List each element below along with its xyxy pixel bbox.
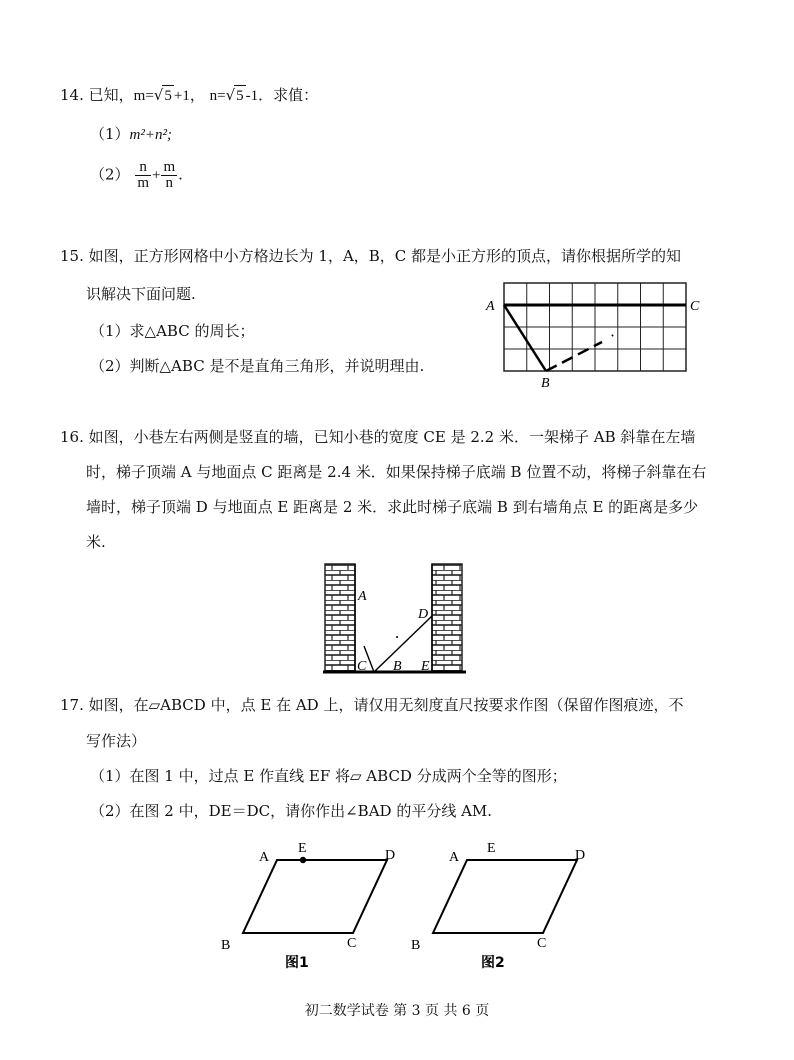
q14-part2-end: .	[178, 165, 183, 184]
q17-part2: （2）在图 2 中，DE＝DC，请你作出∠BAD 的平分线 AM.	[90, 802, 493, 820]
q16-label-b: B	[393, 659, 402, 674]
q17-fig1-caption: 图1	[285, 955, 309, 971]
q14-n-tail: -1．求值：	[245, 88, 319, 104]
q15-side-bc-mark	[612, 335, 613, 336]
q16-label-d: D	[418, 607, 429, 622]
q15-number: 15.	[60, 247, 84, 265]
q17-fig2-label-a: A	[449, 850, 460, 865]
q14-frac1-numerator: n	[135, 160, 151, 176]
q15-part2: （2）判断△ABC 是不是直角三角形，并说明理由.	[90, 357, 425, 375]
q16-number: 16.	[60, 428, 84, 446]
q16-line3: 墙时，梯子顶端 D 与地面点 E 距离是 2 米．求此时梯子底端 B 到右墙角点 E 的距离是多少	[86, 498, 699, 516]
q16-line1	[60, 427, 695, 447]
q15-line2: 识解决下面问题.	[86, 285, 196, 303]
q14-plus: +	[152, 167, 161, 184]
q17-fig1-label-c: C	[347, 936, 357, 951]
q17-fig2-parallelogram	[433, 860, 577, 933]
q15-part1: （1）求△ABC 的周长；	[90, 322, 255, 340]
q16-label-a: A	[358, 589, 367, 604]
q16-text-1: 如图，小巷左右两侧是竖直的墙，已知小巷的宽度 CE 是 2.2 米．一架梯子 AB 斜靠在左墙	[88, 428, 696, 446]
q14-prefix: 已知，	[88, 86, 134, 104]
q14-part1-label: （1）	[90, 125, 130, 143]
q14-number: 14.	[60, 86, 84, 104]
q17-figure-2	[405, 835, 605, 975]
q17-line2: 写作法）	[86, 732, 147, 750]
q14-part1-expr: m²+n²;	[129, 127, 172, 143]
q14-fraction-n-over-m	[135, 160, 151, 191]
q16-right-wall	[432, 564, 462, 672]
q14-sqrt-sign: √	[153, 86, 164, 104]
q14-frac2-numerator: m	[163, 159, 176, 175]
q17-part1: （1）在图 1 中，过点 E 作直线 EF 将▱ ABCD 分成两个全等的图形；	[90, 767, 567, 785]
q14-frac2-denominator: n	[165, 175, 174, 191]
q16-alley-figure	[320, 560, 480, 680]
q14-part1	[90, 124, 172, 145]
q15-side-ab	[504, 305, 546, 371]
q16-label-c: C	[357, 659, 367, 674]
q17-fig1-label-b: B	[221, 938, 231, 953]
page-footer: 初二数学试卷 第 3 页 共 6 页	[304, 1003, 490, 1019]
q17-fig2-label-c: C	[537, 936, 547, 951]
q15-line1	[60, 246, 681, 266]
q14-m-radicand: 5	[162, 85, 174, 106]
q17-number: 17.	[60, 696, 84, 714]
q17-fig1-label-e: E	[298, 841, 307, 856]
q14-n-eq: n=	[209, 88, 226, 104]
q17-fig2-label-e: E	[487, 841, 496, 856]
q14-stem	[60, 85, 318, 106]
q14-frac1-denominator: m	[137, 175, 149, 191]
q16-speck	[396, 636, 398, 638]
q15-side-bc-partial	[546, 342, 602, 371]
q14-m-tail: +1，	[173, 88, 205, 104]
q15-label-a: A	[486, 299, 495, 314]
q17-fig1-point-e	[300, 857, 306, 863]
q16-line4: 米.	[86, 533, 106, 551]
q17-fig2-label-b: B	[411, 938, 421, 953]
q17-fig2-caption: 图2	[481, 955, 505, 971]
q16-label-e: E	[421, 659, 430, 674]
q17-fig1-label-d: D	[385, 848, 396, 863]
q14-part2	[90, 160, 183, 191]
q15-label-c: C	[690, 299, 700, 314]
q17-figure-1	[215, 835, 415, 975]
q17-text-1: 如图，在▱ABCD 中，点 E 在 AD 上，请仅用无刻度直尺按要求作图（保留作图痕迹，不	[88, 696, 684, 714]
q14-fraction-m-over-n	[161, 160, 177, 191]
q17-fig2-label-d: D	[575, 848, 586, 863]
q15-grid-figure	[480, 276, 710, 391]
q17-fig1-label-a: A	[259, 850, 270, 865]
q15-label-b: B	[541, 376, 550, 391]
q16-left-wall	[325, 564, 355, 672]
q15-text-1: 如图，正方形网格中小方格边长为 1，A，B，C 都是小正方形的顶点，请你根据所学的知	[88, 247, 682, 265]
q17-fig1-parallelogram	[243, 860, 387, 933]
q14-sqrt-sign-2: √	[225, 86, 236, 104]
q16-line2: 时，梯子顶端 A 与地面点 C 距离是 2.4 米．如果保持梯子底端 B 位置不动，将梯子斜靠在右	[86, 463, 707, 481]
q14-n-radicand: 5	[234, 85, 246, 106]
q17-line1	[60, 695, 683, 715]
q14-m-eq: m=	[133, 88, 154, 104]
q14-part2-label: （2）	[90, 165, 130, 184]
